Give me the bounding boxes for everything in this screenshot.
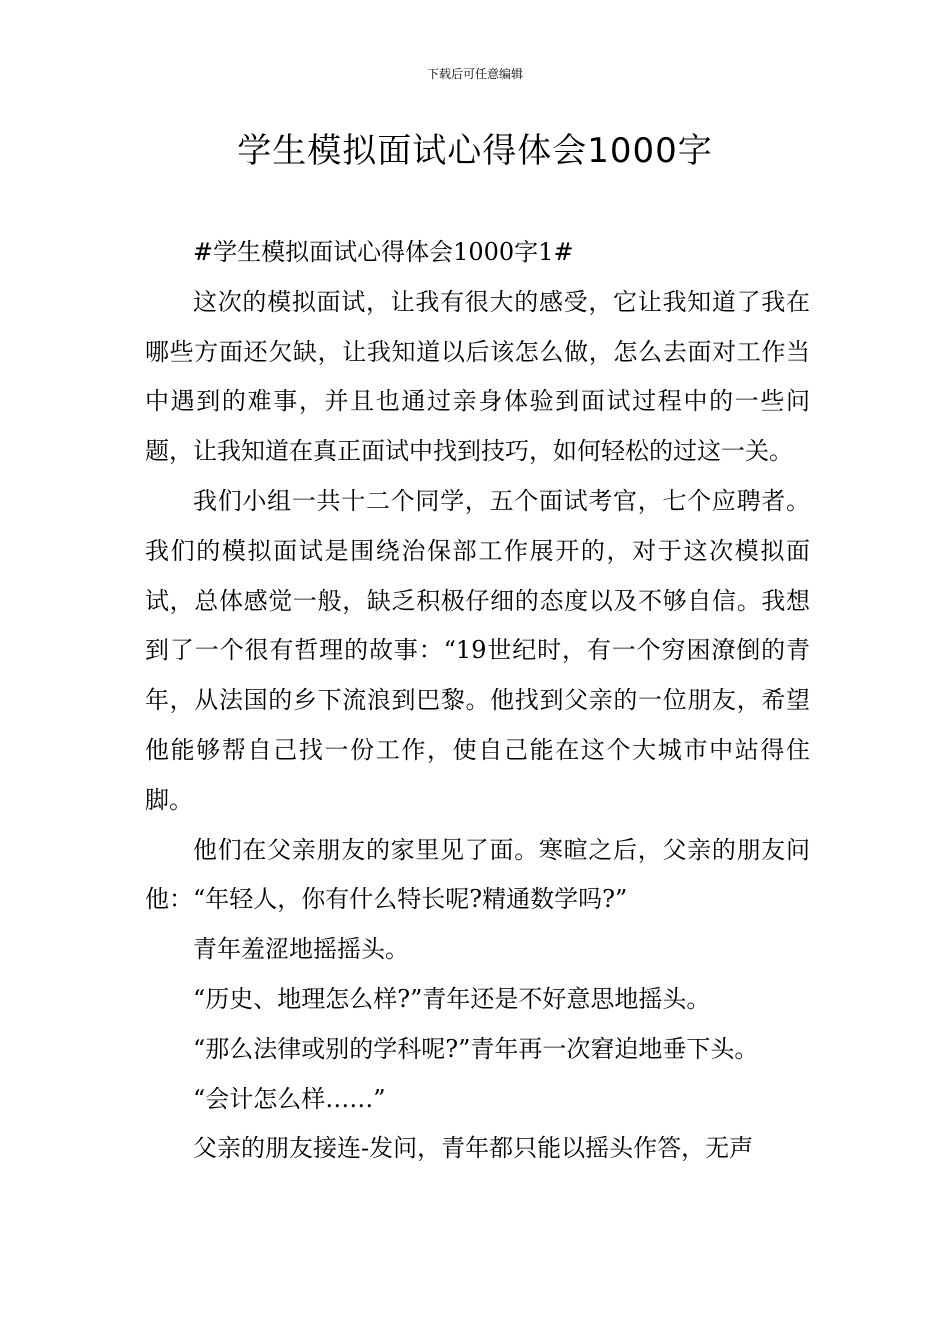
document-title: 学生模拟面试心得体会1000字 — [237, 131, 713, 171]
paragraph: 他们在父亲朋友的家里见了面。寒暄之后，父亲的朋友问他：“年轻人，你有什么特长呢?精通数学吗?” — [145, 835, 810, 914]
document-body — [145, 228, 810, 1174]
paragraph: #学生模拟面试心得体会1000字1# — [193, 238, 574, 266]
paragraph: 我们小组一共十二个同学，五个面试考官，七个应聘者。我们的模拟面试是围绕治保部工作展开的，对于这次模拟面试，总体感觉一般，缺乏积极仔细的态度以及不够自信。我想到了一个很有哲理的故事：“19世纪时，有一个穷困潦倒的青年，从法国的乡下流浪到巴黎。他找到父亲的一位朋友，希望他能够帮自己找一份工作，使自己能在这个大城市中站得住脚。 — [145, 486, 810, 814]
paragraph: 青年羞涩地摇摇头。 — [193, 935, 409, 964]
header-note: 下载后可任意编辑 — [426, 67, 523, 81]
paragraph: 父亲的朋友接连-发问，青年都只能以摇头作答，无声 — [193, 1134, 754, 1163]
paragraph: “历史、地理怎么样?”青年还是不好意思地摇头。 — [193, 984, 711, 1013]
paragraph: “会计怎么样……” — [193, 1084, 386, 1113]
paragraph: 这次的模拟面试，让我有很大的感受，它让我知道了我在哪些方面还欠缺，让我知道以后该怎么做，怎么去面对工作当中遇到的难事，并且也通过亲身体验到面试过程中的一些问题，让我知道在真正面试中找到技巧，如何轻松的过这一关。 — [145, 287, 810, 466]
paragraph: “那么法律或别的学科呢?”青年再一次窘迫地垂下头。 — [193, 1034, 759, 1063]
